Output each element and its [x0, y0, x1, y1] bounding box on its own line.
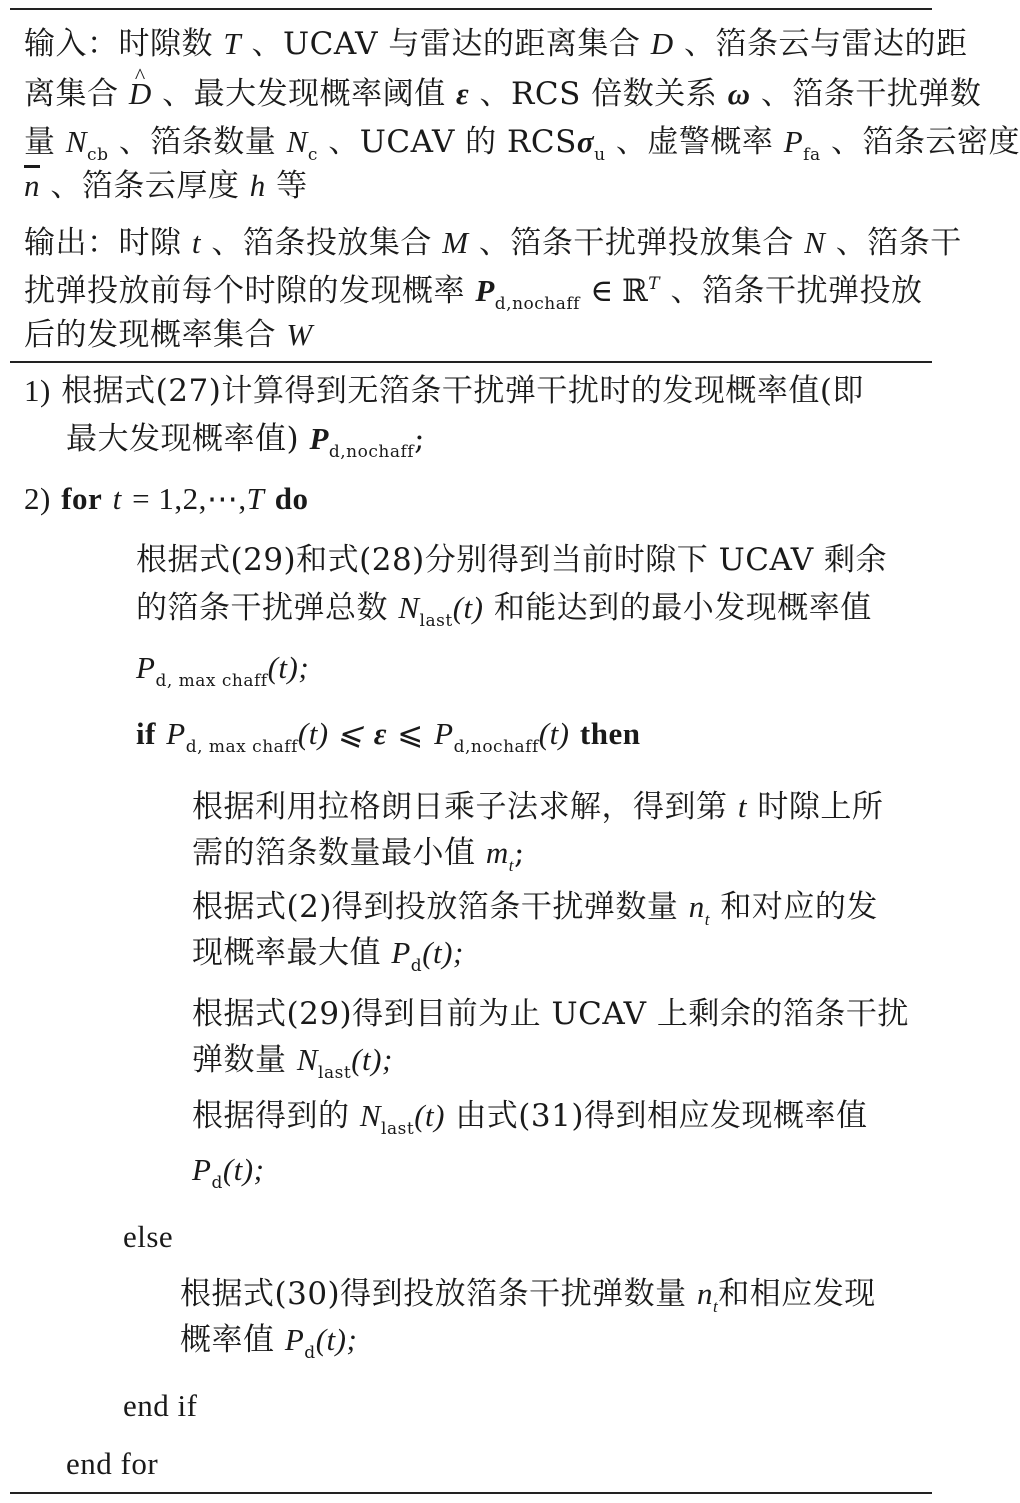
step-number: 2) — [24, 481, 51, 516]
output-text: 、箔条干扰弹投放集合 — [478, 225, 794, 261]
input-text: 离集合 — [24, 76, 119, 112]
step-1-line-1 — [24, 371, 864, 411]
subscript: t — [508, 856, 514, 875]
else-text: else — [123, 1219, 174, 1254]
step-text: 和对应的发 — [720, 889, 878, 925]
output-text: 扰弹投放前每个时隙的发现概率 — [24, 273, 465, 309]
input-text: 、箔条数量 — [118, 124, 277, 160]
math-P: P — [166, 716, 186, 751]
math-t: t — [112, 481, 122, 516]
subscript: fa — [803, 145, 821, 165]
keyword-do: do — [274, 481, 309, 516]
math-arg: (t); — [422, 935, 464, 970]
subscript: d, max chaff — [155, 671, 268, 691]
math-arg: (t); — [267, 650, 310, 685]
if-condition — [136, 714, 641, 757]
step-text: 现概率最大值 — [192, 935, 381, 971]
step-text: 根据式(2)得到投放箔条干扰弹数量 — [192, 889, 679, 925]
if-body-4-line-2 — [192, 1150, 265, 1193]
keyword-then: then — [579, 716, 641, 751]
step-number: 1) — [24, 373, 51, 408]
output-line-2 — [24, 271, 923, 314]
math-T: T — [246, 481, 265, 516]
loop-range: = 1,2,⋯, — [132, 481, 247, 516]
end-for-text: end for — [66, 1446, 159, 1481]
body-1-line-1 — [136, 540, 887, 580]
subscript: last — [419, 611, 453, 631]
body-1-line-2 — [136, 588, 872, 631]
if-body-3-line-1 — [192, 994, 909, 1034]
step-2-for — [24, 479, 308, 519]
math-m: m — [485, 835, 509, 870]
keyword-for: for — [61, 481, 103, 516]
step-text: 根据式(29)和式(28)分别得到当前时隙下 UCAV 剩余 — [136, 542, 888, 578]
input-text: 、最大发现概率阈值 — [162, 76, 446, 112]
input-text: 输入：时隙数 — [24, 26, 213, 62]
input-line-1 — [24, 24, 968, 64]
step-text: 根据式(27)计算得到无箔条干扰弹干扰时的发现概率值(即 — [61, 373, 864, 409]
math-P-bold: P — [475, 273, 495, 308]
step-text: 弹数量 — [192, 1042, 287, 1078]
step-1-line-2 — [66, 419, 426, 462]
math-arg: (t); — [222, 1152, 265, 1187]
step-text: 和相应发现 — [718, 1276, 876, 1312]
math-t: t — [191, 225, 201, 260]
input-text: 、箔条云与雷达的距 — [684, 26, 968, 62]
step-text: 最大发现概率值) — [66, 421, 300, 457]
subscript: last — [318, 1063, 352, 1083]
math-in-reals: ∈ ℝ — [590, 273, 649, 308]
math-arg: (t); — [315, 1322, 358, 1357]
if-body-2-line-1 — [192, 887, 878, 927]
subscript: u — [594, 145, 606, 165]
math-arg: (t) ⩽ — [297, 716, 364, 751]
math-arg: (t) — [452, 590, 484, 625]
punctuation: ; — [414, 421, 426, 457]
math-arg: (t); — [351, 1042, 393, 1077]
output-text: 、箔条干扰弹投放 — [670, 273, 923, 309]
superscript: T — [648, 274, 661, 294]
math-W: W — [286, 317, 313, 352]
body-1-line-3 — [136, 648, 310, 691]
subscript: cb — [87, 145, 109, 165]
input-text: 等 — [276, 168, 308, 204]
math-n: n — [697, 1276, 713, 1311]
math-N: N — [359, 1098, 382, 1133]
subscript: t — [704, 910, 711, 929]
math-N: N — [296, 1042, 319, 1077]
if-body-3-line-2 — [192, 1040, 393, 1083]
bottom-rule — [10, 1492, 932, 1494]
if-body-2-line-2 — [192, 933, 464, 976]
input-text: 、箔条干扰弹数 — [760, 76, 982, 112]
if-body-4-line-1 — [192, 1096, 868, 1139]
else-body-line-2 — [180, 1320, 358, 1363]
keyword-if: if — [136, 716, 156, 751]
input-line-4 — [24, 166, 308, 206]
math-sigma: σ — [576, 124, 595, 159]
step-text: 根据式(30)得到投放箔条干扰弹数量 — [180, 1276, 687, 1312]
input-text: 、箔条云厚度 — [50, 168, 240, 204]
top-rule — [10, 8, 932, 10]
step-text: 和能达到的最小发现概率值 — [493, 590, 872, 626]
input-text: 、UCAV 的 RCS — [328, 124, 577, 160]
step-text: 概率值 — [180, 1322, 275, 1358]
math-arg: (t) — [414, 1098, 445, 1133]
subscript: d — [410, 956, 423, 976]
math-P: P — [136, 650, 156, 685]
step-text: 根据式(29)得到目前为止 UCAV 上剩余的箔条干扰 — [192, 996, 909, 1032]
math-epsilon: ε — [373, 716, 387, 751]
output-text: 输出：时隙 — [24, 225, 182, 261]
math-h: h — [249, 168, 266, 203]
subscript: t — [713, 1297, 719, 1316]
output-line-3 — [24, 315, 313, 355]
keyword-end-if — [123, 1386, 197, 1426]
step-text: 根据得到的 — [192, 1098, 350, 1134]
step-text: 根据利用拉格朗日乘子法求解，得到第 — [192, 789, 728, 825]
end-if-text: end if — [123, 1388, 198, 1423]
math-P: P — [192, 1152, 212, 1187]
subscript: last — [381, 1119, 415, 1139]
math-N: N — [398, 590, 420, 625]
output-text: 后的发现概率集合 — [24, 317, 276, 353]
input-text: 、UCAV 与雷达的距离集合 — [251, 26, 641, 62]
math-n: n — [688, 889, 705, 924]
subscript: d — [304, 1343, 316, 1363]
math-arg: (t) — [538, 716, 570, 751]
output-text: 、箔条投放集合 — [211, 225, 432, 261]
subscript: d,nochaff — [328, 442, 415, 462]
input-text: 、RCS 倍数关系 — [479, 76, 718, 112]
else-body-line-1 — [180, 1274, 876, 1314]
math-N: N — [804, 225, 826, 260]
math-P-bold: P — [309, 421, 329, 456]
math-D: D — [650, 26, 674, 61]
step-text: 的箔条干扰弹总数 — [136, 590, 388, 626]
keyword-end-for — [66, 1444, 158, 1484]
math-N: N — [65, 124, 88, 159]
math-leq: ⩽ — [397, 716, 424, 751]
subscript: d — [211, 1173, 223, 1193]
header-rule — [10, 361, 932, 363]
step-text: 需的箔条数量最小值 — [192, 835, 476, 871]
math-P: P — [434, 716, 454, 751]
keyword-else — [123, 1217, 173, 1257]
subscript: d, max chaff — [185, 737, 298, 757]
math-D-hat: ^ D — [129, 74, 152, 114]
math-M: M — [442, 225, 469, 260]
math-N: N — [286, 124, 308, 159]
if-body-1-line-2 — [192, 833, 525, 873]
math-t: t — [737, 789, 747, 824]
subscript: d,nochaff — [453, 737, 539, 757]
input-text: 量 — [24, 124, 56, 160]
input-line-3 — [24, 122, 1020, 165]
step-text: 时隙上所 — [757, 789, 884, 825]
math-T: T — [223, 26, 242, 61]
punctuation: ; — [513, 835, 525, 871]
output-line-1 — [24, 223, 962, 263]
math-P: P — [783, 124, 804, 159]
subscript: c — [307, 145, 318, 165]
math-n-bar: $\overline{n}$ — [24, 168, 40, 203]
input-line-2 — [24, 74, 981, 114]
math-epsilon: ε — [455, 76, 470, 111]
subscript: d,nochaff — [494, 294, 580, 314]
input-text: 、箔条云密度 — [830, 124, 1020, 160]
input-text: 、虚警概率 — [615, 124, 774, 160]
math-P: P — [391, 935, 411, 970]
if-body-1-line-1 — [192, 787, 883, 827]
step-text: 由式(31)得到相应发现概率值 — [455, 1098, 868, 1134]
math-P: P — [284, 1322, 305, 1357]
math-omega: ω — [727, 76, 751, 111]
output-text: 、箔条干 — [835, 225, 962, 261]
